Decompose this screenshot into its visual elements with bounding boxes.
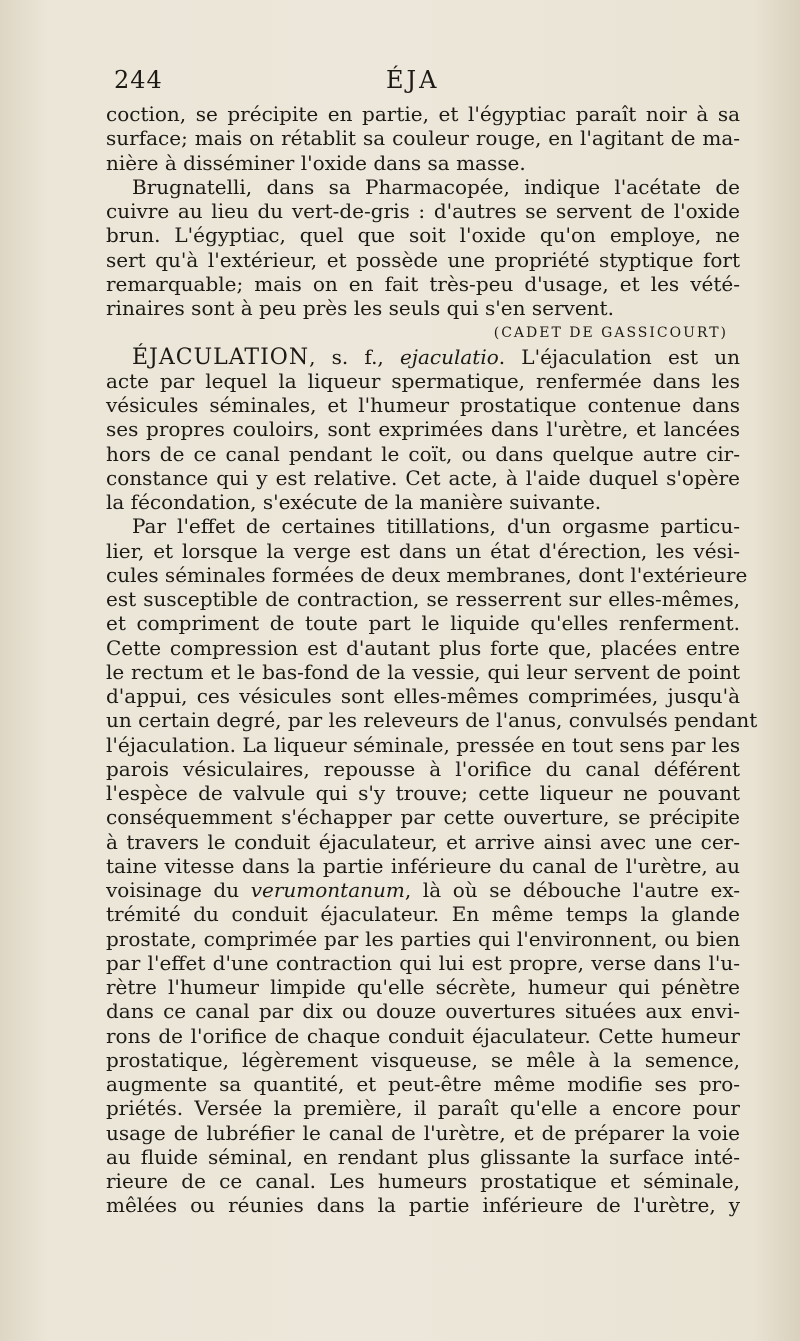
page-number: 244 <box>114 66 163 94</box>
text-line: taine vitesse dans la partie inférieure du canal de l'urètre, au <box>106 853 740 878</box>
text-line: un certain degré, par les releveurs de l'anus, convulsés pendant <box>106 708 758 733</box>
running-head-word: ÉJA <box>386 66 440 94</box>
text-line: augmente sa quantité, et peut-être même modifie ses pro- <box>106 1072 740 1096</box>
text-line: prostate, comprimée par les parties qui l'environnent, ou bien <box>106 926 740 951</box>
text-line: usage de lubréfier le canal de l'urètre, et de préparer la voie <box>106 1120 740 1145</box>
verumontanum-line <box>106 878 740 902</box>
entry-headword: ÉJACULATION <box>132 344 310 370</box>
text-line: Brugnatelli, dans sa Pharmacopée, indique l'acétate de <box>132 174 740 199</box>
text-line: hors de ce canal pendant le coït, ou dans quelque autre cir- <box>106 441 740 466</box>
entry-first-line-rest: . L'éjaculation est un <box>498 344 740 369</box>
text-line: remarquable; mais on en fait très-peu d'usage, et les vété- <box>106 271 740 296</box>
text-line: le rectum et le bas-fond de la vessie, qui leur servent de point <box>106 659 740 684</box>
text-line: trémité du conduit éjaculateur. En même temps la glande <box>106 902 740 927</box>
text-line: acte par lequel la liqueur spermatique, renfermée dans les <box>106 368 740 393</box>
text-line: Cette compression est d'autant plus forte que, placées entre <box>106 635 740 660</box>
text-line: est susceptible de contraction, se resserrent sur elles-mêmes, <box>106 587 740 611</box>
text-line: prostatique, légèrement visqueuse, se mêle à la semence, <box>106 1047 740 1072</box>
text-line: coction, se précipite en partie, et l'égyptiac paraît noir à sa <box>106 102 740 126</box>
text-line: lier, et lorsque la verge est dans un état d'érection, les vési- <box>106 538 740 563</box>
text-line: mêlées ou réunies dans la partie inférieure de l'urètre, y <box>106 1193 740 1218</box>
text-line: parois vésiculaires, repousse à l'orifice du canal déférent <box>106 756 740 781</box>
text-line: nière à disséminer l'oxide dans sa masse. <box>106 150 526 175</box>
text-line: ses propres couloirs, sont exprimées dans l'urètre, et lancées <box>106 417 740 442</box>
text-line: rètre l'humeur limpide qu'elle sécrète, humeur qui pénètre <box>106 975 740 999</box>
entry-first-line <box>106 345 740 369</box>
text-line: d'appui, ces vésicules sont elles-mêmes comprimées, jusqu'à <box>106 684 740 708</box>
text-line: priétés. Versée la première, il paraît qu'elle a encore pour <box>106 1096 740 1121</box>
text-line: au fluide séminal, en rendant plus glissante la surface inté- <box>106 1144 740 1169</box>
body-text <box>106 102 758 1218</box>
text-line: surface; mais on rétablit sa couleur rouge, en l'agitant de ma- <box>106 126 740 151</box>
entry-pos: , s. f., <box>309 344 400 369</box>
text-line: rinaires sont à peu près les seuls qui s'en servent. <box>106 296 614 320</box>
text-line: la fécondation, s'exécute de la manière suivante. <box>106 490 602 514</box>
italic-term: verumontanum <box>250 878 405 902</box>
text-line: Par l'effet de certaines titillations, d'un orgasme particu- <box>132 514 740 539</box>
text-line: cuivre au lieu du vert-de-gris : d'autres se servent de l'oxide <box>106 199 740 223</box>
text-line: rons de l'orifice de chaque conduit éjaculateur. Cette humeur <box>106 1023 740 1048</box>
text-line: l'éjaculation. La liqueur séminale, pressée en tout sens par les <box>106 732 741 757</box>
text-line: à travers le conduit éjaculateur, et arrive ainsi avec une cer- <box>106 829 740 854</box>
text-line: rieure de ce canal. Les humeurs prostatique et séminale, <box>106 1169 740 1193</box>
text-line: conséquemment s'échapper par cette ouverture, se précipite <box>106 805 740 830</box>
text-line: l'espèce de valvule qui s'y trouve; cette liqueur ne pouvant <box>106 781 740 805</box>
entry-latin: ejaculatio <box>399 344 499 369</box>
text-line: sert qu'à l'extérieur, et possède une propriété styptique fort <box>106 247 740 272</box>
text-line: constance qui y est relative. Cet acte, à l'aide duquel s'opère <box>106 465 740 490</box>
text-line: vésicules séminales, et l'humeur prostatique contenue dans <box>106 393 740 417</box>
text-line: et compriment de toute part le liquide qu'elles renferment. <box>106 611 740 636</box>
text-line: brun. L'égyptiac, quel que soit l'oxide qu'on employe, ne <box>106 223 740 248</box>
text-line: par l'effet d'une contraction qui lui est propre, verse dans l'u- <box>106 950 740 975</box>
text-line: cules séminales formées de deux membranes, dont l'extérieure <box>106 562 748 587</box>
running-head <box>114 66 754 100</box>
attribution: (CADET DE GASSICOURT) <box>493 325 728 342</box>
text-segment: , là où se débouche l'autre ex- <box>404 878 740 902</box>
text-line: dans ce canal par dix ou douze ouvertures situées aux envi- <box>106 999 740 1024</box>
text-segment: voisinage du <box>106 878 251 902</box>
